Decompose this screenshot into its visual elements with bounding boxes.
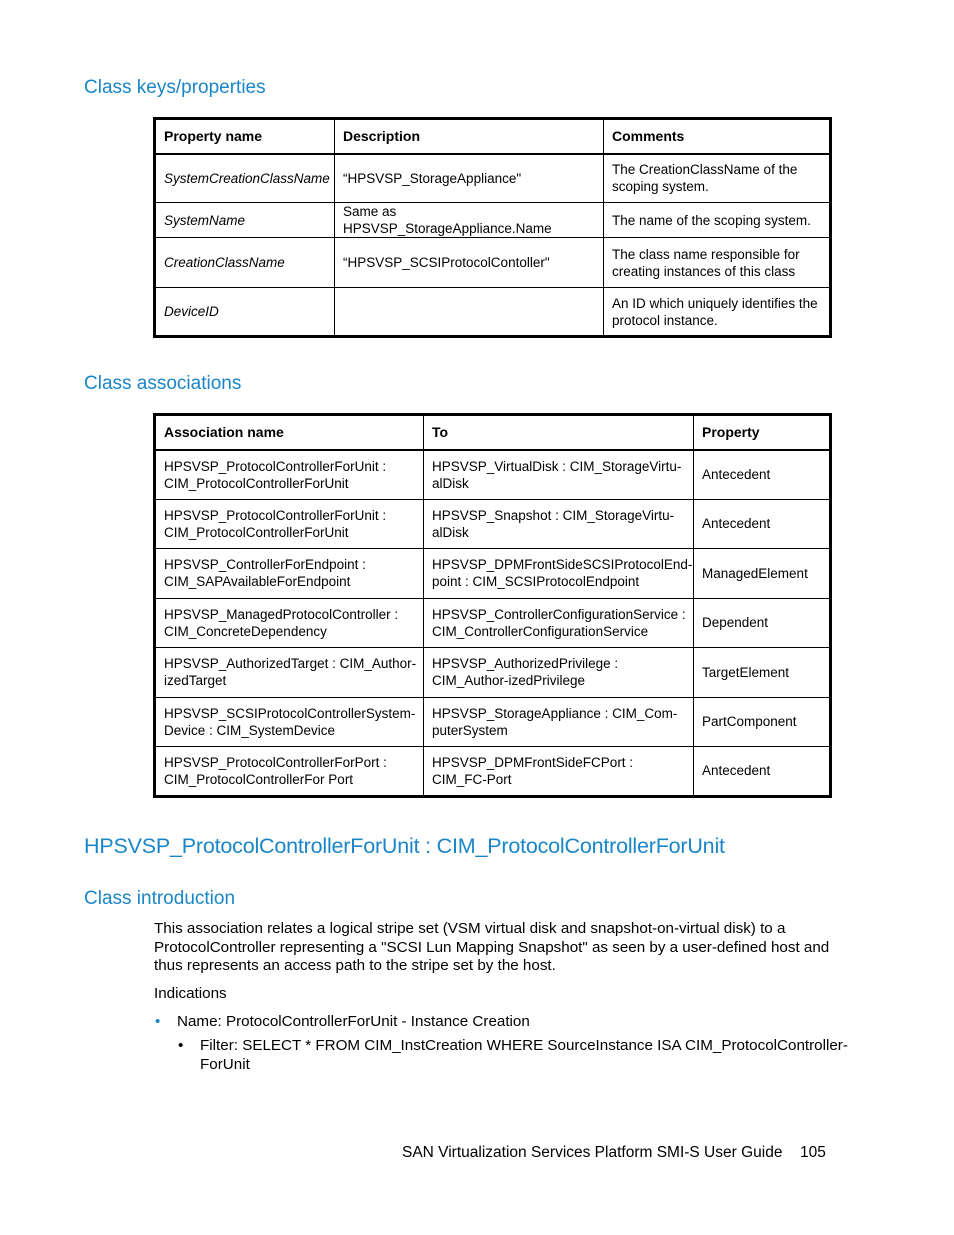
section-heading-class-keys: Class keys/properties — [84, 77, 266, 98]
bullet-icon: • — [155, 1013, 161, 1030]
association-name-cell: HPSVSP_ProtocolControllerForUnit : CIM_ProtocolControllerForUnit — [155, 499, 424, 549]
table-row — [155, 203, 831, 238]
to-cell: HPSVSP_StorageAppliance : CIM_Com-puterSystem — [424, 697, 694, 747]
bullet-item-name: Name: ProtocolControllerForUnit - Instance Creation — [177, 1013, 530, 1030]
bullet-item-filter — [200, 1037, 848, 1074]
association-name-cell: HPSVSP_AuthorizedTarget : CIM_Author-izedTarget — [155, 648, 424, 698]
table-row — [155, 549, 831, 599]
to-cell: HPSVSP_DPMFrontSideSCSIProtocolEnd-point : CIM_SCSIProtocolEndpoint — [424, 549, 694, 599]
table-row — [155, 450, 831, 500]
association-name-cell: HPSVSP_ManagedProtocolController : CIM_ConcreteDependency — [155, 598, 424, 648]
comments-cell: An ID which uniquely identifies the protocol instance. — [604, 288, 831, 337]
filter-line-2: ForUnit — [200, 1055, 250, 1073]
table-row — [155, 154, 831, 203]
description-cell: Same as HPSVSP_StorageAppliance.Name — [335, 203, 604, 238]
to-cell: HPSVSP_VirtualDisk : CIM_StorageVirtu-alDisk — [424, 450, 694, 500]
column-header: Property name — [155, 119, 335, 154]
property-cell: ManagedElement — [694, 549, 831, 599]
table-row — [155, 697, 831, 747]
property-cell: Antecedent — [694, 450, 831, 500]
description-cell: “HPSVSP_SCSIProtocolContoller" — [335, 238, 604, 288]
table-row — [155, 598, 831, 648]
footer-page-number: 105 — [800, 1144, 826, 1161]
association-name-cell: HPSVSP_ProtocolControllerForUnit : CIM_ProtocolControllerForUnit — [155, 450, 424, 500]
comments-cell: The class name responsible for creating instances of this class — [604, 238, 831, 288]
to-cell: HPSVSP_Snapshot : CIM_StorageVirtu-alDisk — [424, 499, 694, 549]
property-name-cell: CreationClassName — [155, 238, 335, 288]
indications-label: Indications — [154, 985, 227, 1002]
main-heading: HPSVSP_ProtocolControllerForUnit : CIM_ProtocolControllerForUnit — [84, 834, 725, 858]
description-cell: “HPSVSP_StorageAppliance" — [335, 154, 604, 203]
class-keys-table — [153, 117, 832, 338]
to-cell: HPSVSP_AuthorizedPrivilege : CIM_Author-izedPrivilege — [424, 648, 694, 698]
property-name-cell: DeviceID — [155, 288, 335, 337]
property-name-cell: SystemName — [155, 203, 335, 238]
property-cell: Dependent — [694, 598, 831, 648]
association-name-cell: HPSVSP_ControllerForEndpoint : CIM_SAPAvailableForEndpoint — [155, 549, 424, 599]
table-row — [155, 288, 831, 337]
description-cell — [335, 288, 604, 337]
comments-cell: The name of the scoping system. — [604, 203, 831, 238]
table-header-row — [155, 415, 831, 450]
property-cell: TargetElement — [694, 648, 831, 698]
filter-line-1: Filter: SELECT * FROM CIM_InstCreation WHERE SourceInstance ISA CIM_ProtocolController- — [200, 1037, 848, 1054]
property-cell: Antecedent — [694, 747, 831, 797]
column-header: To — [424, 415, 694, 450]
property-name-cell: SystemCreationClassName — [155, 154, 335, 203]
property-cell: PartComponent — [694, 697, 831, 747]
association-name-cell: HPSVSP_SCSIProtocolControllerSystem-Device : CIM_SystemDevice — [155, 697, 424, 747]
column-header: Association name — [155, 415, 424, 450]
table-row — [155, 648, 831, 698]
column-header: Property — [694, 415, 831, 450]
table-row — [155, 238, 831, 288]
section-heading-class-associations: Class associations — [84, 373, 242, 394]
sub-bullet-icon: • — [178, 1037, 184, 1054]
comments-cell: The CreationClassName of the scoping system. — [604, 154, 831, 203]
table-row — [155, 747, 831, 797]
class-associations-table — [153, 413, 832, 798]
to-cell: HPSVSP_ControllerConfigurationService : CIM_ControllerConfigurationService — [424, 598, 694, 648]
footer-guide-title: SAN Virtualization Services Platform SMI-S User Guide — [402, 1144, 783, 1161]
table-header-row — [155, 119, 831, 154]
section-heading-class-introduction: Class introduction — [84, 888, 236, 909]
column-header: Description — [335, 119, 604, 154]
property-cell: Antecedent — [694, 499, 831, 549]
intro-paragraph: This association relates a logical stripe set (VSM virtual disk and snapshot-on-virtual disk) to a ProtocolController representing a "SCSI Lun Mapping Snapshot" as seen by a user-defined host and thus represents an access path to the stripe set by the host. — [154, 920, 830, 974]
table-row — [155, 499, 831, 549]
association-name-cell: HPSVSP_ProtocolControllerForPort : CIM_ProtocolControllerFor Port — [155, 747, 424, 797]
to-cell: HPSVSP_DPMFrontSideFCPort : CIM_FC-Port — [424, 747, 694, 797]
column-header: Comments — [604, 119, 831, 154]
